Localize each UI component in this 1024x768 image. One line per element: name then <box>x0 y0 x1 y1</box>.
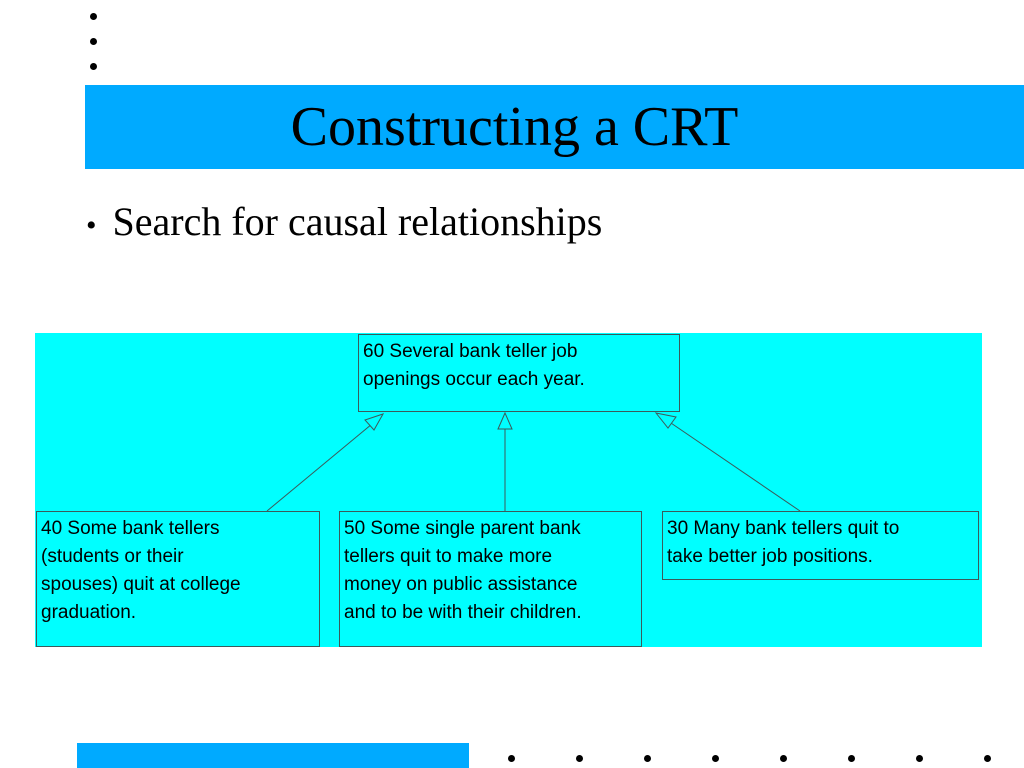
arrowhead-30 <box>656 413 676 428</box>
bullet-item <box>86 198 602 245</box>
footer-bar <box>77 743 469 768</box>
decorative-dot <box>712 755 719 762</box>
arrow-30-to-60 <box>668 421 800 511</box>
bullet-marker-icon: • <box>86 209 97 242</box>
cause-box-50: 50 Some single parent bank tellers quit to make more money on public assistance and to be with their children. <box>339 511 642 647</box>
decorative-dot <box>644 755 651 762</box>
cause-box-40: 40 Some bank tellers (students or their spouses) quit at college graduation. <box>36 511 320 647</box>
decorative-dot <box>848 755 855 762</box>
cause-box-30: 30 Many bank tellers quit to take better job positions. <box>662 511 979 580</box>
decorative-dot <box>984 755 991 762</box>
decorative-dot <box>508 755 515 762</box>
slide-title: Constructing a CRT <box>290 96 739 158</box>
decorative-dot <box>576 755 583 762</box>
title-bar <box>85 85 1024 169</box>
arrow-40-to-60 <box>267 419 378 511</box>
crt-diagram <box>35 333 982 647</box>
decorative-dot <box>90 13 97 20</box>
effect-box-60: 60 Several bank teller job openings occur each year. <box>358 334 680 412</box>
decorative-dot <box>90 38 97 45</box>
arrowhead-50 <box>498 413 512 429</box>
decorative-dot <box>916 755 923 762</box>
bullet-text: Search for causal relationships <box>112 199 603 244</box>
decorative-dot <box>90 63 97 70</box>
decorative-dot <box>780 755 787 762</box>
